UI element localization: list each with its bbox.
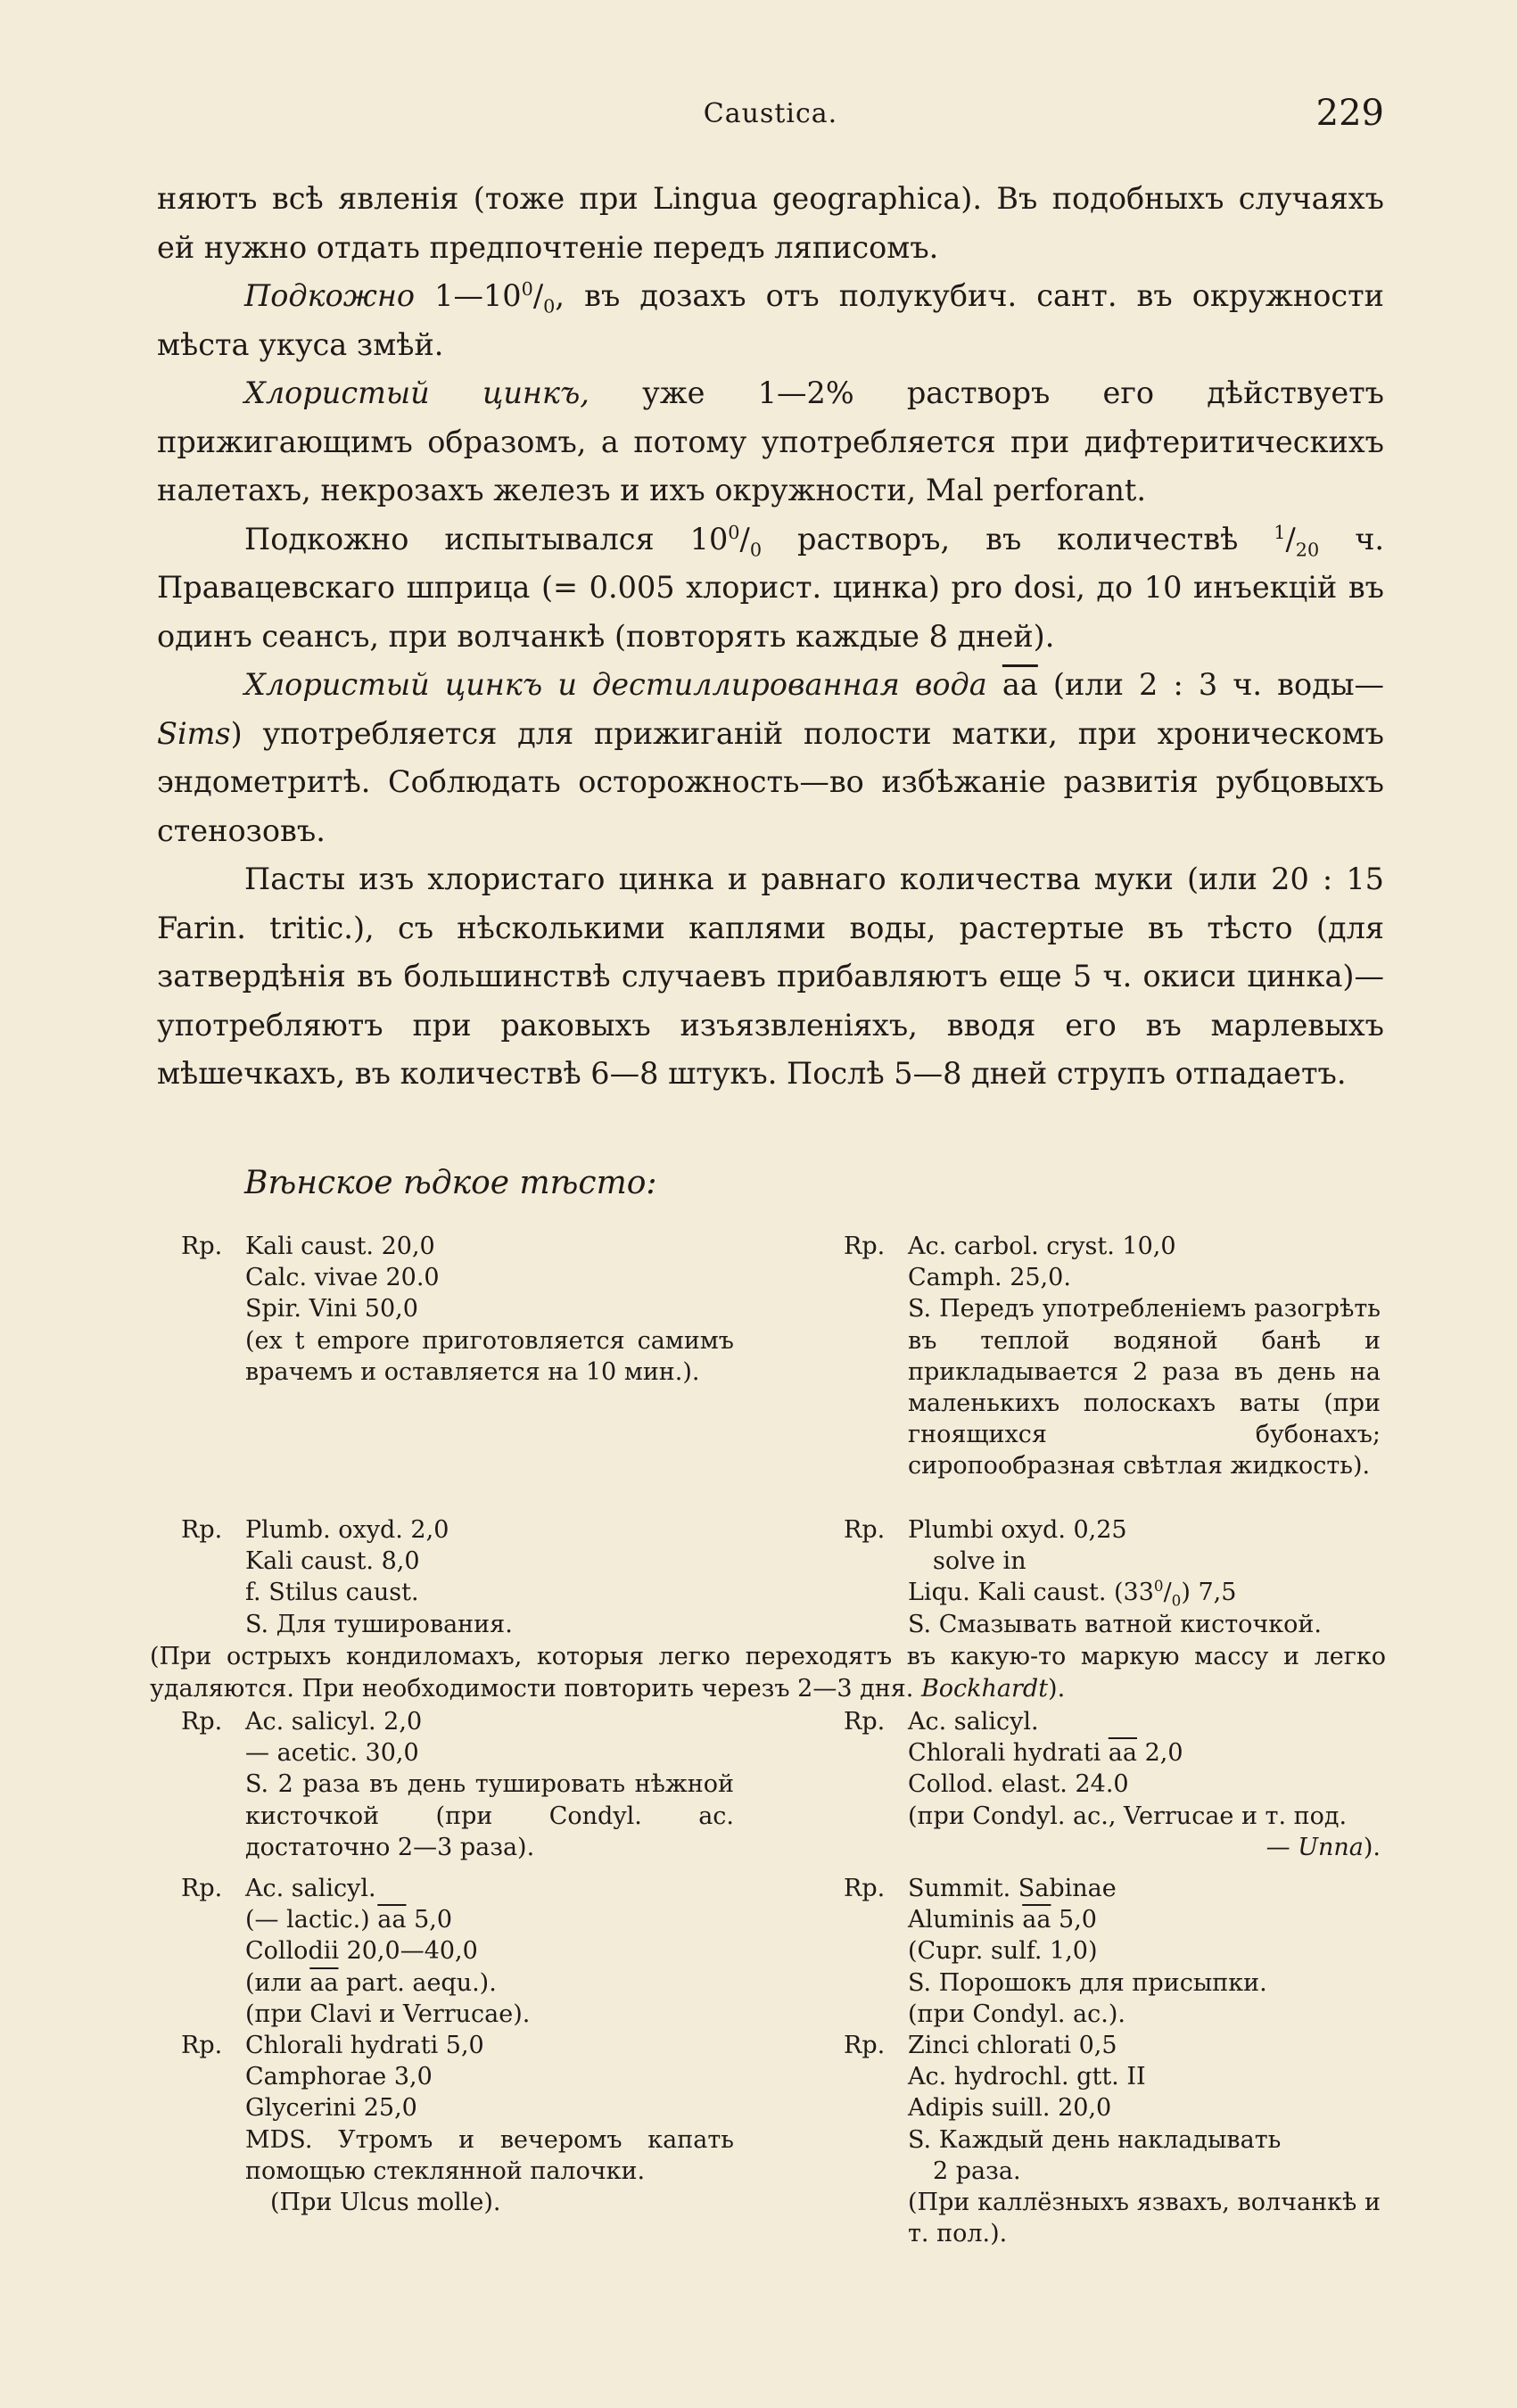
page-number: 229 — [1315, 93, 1384, 134]
rx-label: Rp. — [844, 1233, 886, 1260]
paragraph-lead: Хлористый цинкъ и дестиллированная вода — [244, 667, 987, 702]
rx-line — [181, 1904, 734, 1935]
text-span: ч. Правацевскаго шприца (= 0.005 хлорист. цинка) pro dosi, до 10 инъекцій въ одинъ сеансъ, при волчанкѣ (повторять каждые 8 дней). — [157, 521, 1385, 654]
rx-line — [844, 1737, 1381, 1769]
rx-line: S. Для туширования. — [245, 1610, 513, 1638]
paragraph-4 — [157, 515, 1384, 662]
text-span: Aluminis — [908, 1906, 1023, 1934]
running-head: Caustica. — [703, 98, 838, 129]
prescription-9 — [181, 2030, 734, 2218]
rx-line: Ac. carbol. cryst. 10,0 — [908, 1233, 1176, 1260]
rx-note: MDS. Утромъ и вечеромъ капать помощью стеклянной палочки. — [245, 2125, 734, 2185]
text-span: 5,0 — [1051, 1906, 1097, 1934]
paragraph-text: Пасты изъ хлористаго цинка и равнаго количества муки (или 20 : 15 Farin. tritic.), съ нѣсколькими каплями воды, растертые въ тѣсто (для затвердѣнія въ большинствѣ случаевъ прибавляютъ еще 5 ч. окиси цинка)—употребляютъ при раковыхъ изъязвленіяхъ, вводя его въ марлевыхъ мѣшечкахъ, въ количествѣ 6—8 штукъ. Послѣ 5—8 дней струпъ отпадаетъ. — [157, 862, 1384, 1091]
paragraph-lead: Подкожно — [244, 278, 416, 313]
subscript: 0 — [1171, 1591, 1182, 1610]
author-name: Bockhardt — [920, 1674, 1049, 1703]
rx-line: Summit. Sabinae — [908, 1875, 1117, 1902]
rx-label: Rp. — [181, 1516, 223, 1544]
rx-line: Collod. elast. 24.0 — [908, 1770, 1129, 1799]
prescription-6 — [844, 1706, 1381, 1863]
author-name: Sims — [157, 715, 231, 751]
text-span: / — [1285, 521, 1296, 557]
text-span: part. aequ.). — [338, 1968, 497, 1997]
rx-note: (При каллёзныхъ язвахъ, волчанкѣ и т. пол.). — [908, 2189, 1381, 2248]
text-span: / — [532, 278, 544, 313]
paragraph-3 — [157, 369, 1384, 515]
ana-symbol: $\overline{aa}$ — [1108, 1739, 1137, 1768]
rx-label: Rp. — [844, 1875, 886, 1902]
rx-line: Plumb. oxyd. 2,0 — [245, 1516, 449, 1544]
rx-line: Ac. salicyl. — [908, 1708, 1039, 1736]
rx-line: (при Clavi и Verrucae). — [245, 2000, 531, 2028]
text-span: растворъ, въ количествѣ — [762, 521, 1274, 557]
rx-line — [844, 1904, 1381, 1935]
text-span: , въ дозахъ отъ полукубич. сант. въ окружности мѣста укуса змѣй. — [157, 278, 1384, 362]
text-span: 5,0 — [406, 1906, 453, 1934]
ana-symbol: $\overline{aa}$ — [1002, 667, 1038, 702]
text-span: ). — [1363, 1833, 1381, 1861]
rx-line: Ac. salicyl. — [245, 1875, 376, 1902]
condyloma-note — [150, 1641, 1386, 1704]
text-span: ) употребляется для прижиганій полости матки, при хроническомъ эндометритѣ. Соблюдать осторожность—во избѣжаніе развитія рубцовыхъ стенозовъ. — [157, 715, 1384, 848]
rx-line: S. Смазывать ватной кисточкой. — [908, 1610, 1322, 1638]
rx-note: S. 2 раза въ день тушировать нѣжной кисточкой (при Condyl. ac. достаточно 2—3 раза). — [245, 1770, 734, 1861]
subscript: 20 — [1295, 539, 1320, 561]
superscript: 1 — [1274, 521, 1286, 543]
prescription-3 — [181, 1514, 734, 1640]
rx-label: Rp. — [844, 2032, 886, 2059]
prescription-7 — [181, 1873, 734, 2030]
paragraph-text: няютъ всѣ явленія (тоже при Lingua geographica). Въ подобныхъ случаяхъ ей нужно отдать предпочтеніе передъ ляписомъ. — [157, 181, 1384, 265]
rx-line: Spir. Vini 50,0 — [245, 1295, 418, 1324]
text-span: уже 1—2% растворъ его дѣйствуетъ прижигающимъ образомъ, а потому употребляется при дифтеритическихъ налетахъ, некрозахъ железъ и ихъ окружности, Mal perforant. — [157, 375, 1384, 507]
text-span: (— lactic.) — [245, 1906, 378, 1934]
text-span: (или — [245, 1968, 310, 1997]
rx-line: Collodii 20,0—40,0 — [245, 1937, 478, 1966]
rx-line: (Cupr. sulf. 1,0) — [908, 1937, 1098, 1966]
rx-line: f. Stilus caust. — [245, 1579, 419, 1607]
ana-symbol: $\overline{aa}$ — [309, 1968, 339, 1997]
rx-line: Kali caust. 8,0 — [245, 1547, 420, 1576]
text-span: / — [1163, 1579, 1172, 1607]
rx-line — [844, 1832, 1381, 1863]
ana-symbol: $\overline{aa}$ — [1022, 1906, 1051, 1934]
rx-line: — acetic. 30,0 — [245, 1739, 419, 1768]
text-span: ) 7,5 — [1181, 1579, 1237, 1607]
rx-line: S. Порошокъ для присыпки. — [908, 1968, 1267, 1997]
rx-line: 2 раза. — [933, 2156, 1021, 2185]
section-title: Вѣнское ѣдкое тѣсто: — [244, 1165, 657, 1201]
prescription-5 — [181, 1706, 734, 1863]
rx-line: (при Condyl. ac.). — [908, 2000, 1125, 2028]
rx-line: Zinci chlorati 0,5 — [908, 2032, 1117, 2059]
rx-line: Plumbi oxyd. 0,25 — [908, 1516, 1127, 1544]
paragraph-5 — [157, 661, 1384, 855]
rx-line: (при Condyl. ac., Verrucae и т. под. — [908, 1802, 1348, 1830]
superscript: 0 — [1153, 1577, 1164, 1596]
rx-line: solve in — [933, 1547, 1026, 1576]
rx-note: S. Передъ употребленіемъ разогрѣть въ теплой водяной банѣ и прикладывается 2 раза въ день на маленькихъ полоскахъ ваты (при гноящихся бубонахъ; сиропообразная свѣтлая жидкость). — [908, 1295, 1381, 1480]
rx-label: Rp. — [844, 1708, 886, 1736]
prescription-10 — [844, 2030, 1381, 2249]
rx-line: Chlorali hydrati 5,0 — [245, 2032, 484, 2059]
text-span: Подкожно испытывался 10 — [244, 521, 729, 557]
superscript: 0 — [728, 521, 740, 543]
rx-line: Ac. salicyl. 2,0 — [245, 1708, 423, 1736]
main-text — [157, 175, 1384, 1099]
rx-line: Ac. hydrochl. gtt. II — [908, 2063, 1146, 2091]
subscript: 0 — [749, 539, 763, 561]
rx-note: (ex t empore приготовляется самимъ врачемъ и оставляется на 10 мин.). — [245, 1326, 734, 1386]
superscript: 0 — [521, 277, 533, 300]
rx-label: Rp. — [181, 1708, 223, 1736]
rx-label: Rp. — [181, 2032, 223, 2059]
text-span: (или 2 : 3 ч. воды— — [1037, 667, 1384, 702]
prescription-2 — [844, 1231, 1381, 1482]
rx-note: (При Ulcus molle). — [270, 2189, 501, 2217]
rx-line: Glycerini 25,0 — [245, 2094, 417, 2123]
rx-line: Adipis suill. 20,0 — [908, 2094, 1112, 2123]
rx-line: Camphorae 3,0 — [245, 2063, 433, 2091]
prescription-8 — [844, 1873, 1381, 2030]
text-span: Liqu. Kali caust. (33 — [908, 1579, 1154, 1607]
text-span: 2,0 — [1137, 1739, 1183, 1768]
rx-line: Camph. 25,0. — [908, 1264, 1071, 1292]
paragraph-1 — [157, 175, 1384, 272]
text-span: ). — [1048, 1674, 1066, 1703]
rx-label: Rp. — [844, 1516, 886, 1544]
prescription-4 — [844, 1514, 1381, 1640]
subscript: 0 — [543, 295, 556, 317]
paragraph-6 — [157, 855, 1384, 1099]
text-span: Chlorali hydrati — [908, 1739, 1109, 1768]
rx-line: Calc. vivae 20.0 — [245, 1264, 440, 1292]
rx-line — [844, 1577, 1381, 1608]
prescription-1 — [181, 1231, 734, 1388]
rx-line: S. Каждый день накладывать — [908, 2125, 1282, 2154]
rx-line — [181, 1967, 734, 1999]
rx-label: Rp. — [181, 1233, 223, 1260]
ana-symbol: $\overline{aa}$ — [377, 1906, 407, 1934]
author-name: — Unna — [1266, 1833, 1364, 1861]
paragraph-lead: Хлористый цинкъ, — [244, 375, 589, 410]
rx-label: Rp. — [181, 1875, 223, 1902]
text-span: 1—10 — [415, 278, 522, 313]
text-span: / — [739, 521, 750, 557]
rx-line: Kali caust. 20,0 — [245, 1233, 435, 1260]
note-text: (При острыхъ кондиломахъ, которыя легко переходятъ въ какую-то маркую массу и легко удаляются. При необходимости повторить черезъ 2—3 дня. — [150, 1643, 1386, 1703]
paragraph-2 — [157, 272, 1384, 369]
page-header — [157, 93, 1384, 136]
